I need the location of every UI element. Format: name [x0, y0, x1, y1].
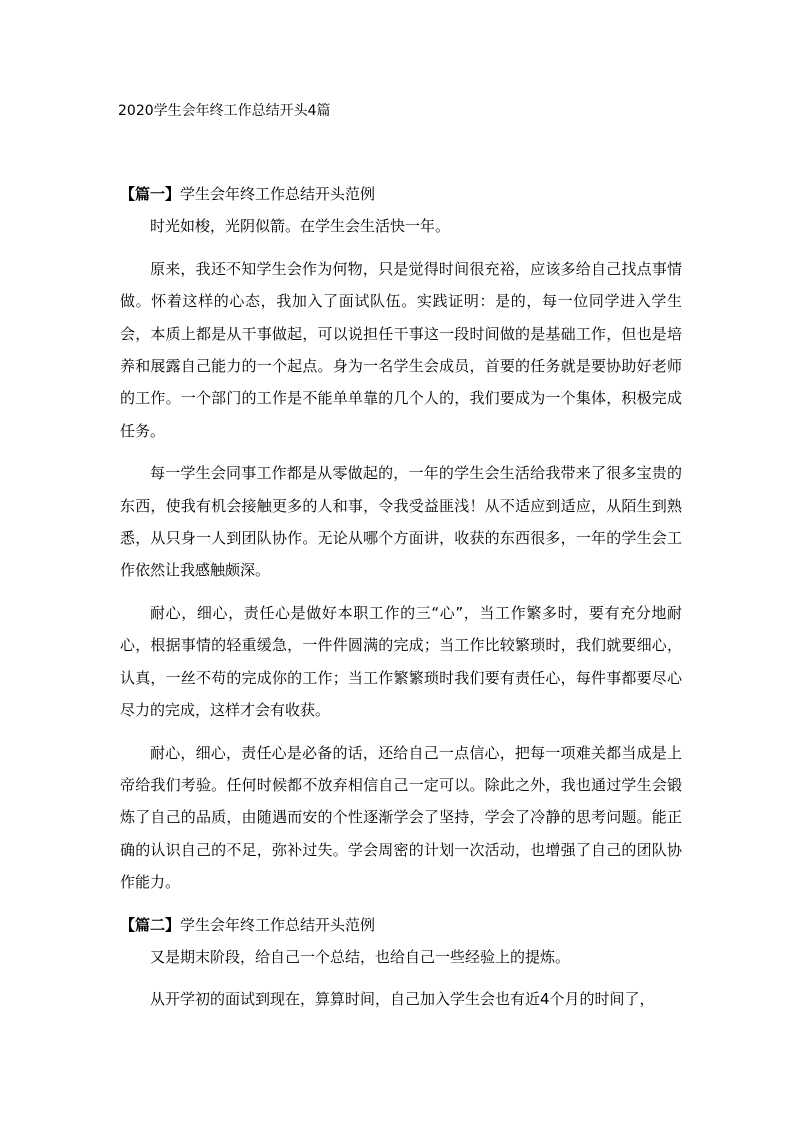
paragraph: 每一学生会同事工作都是从零做起的，一年的学生会生活给我带来了很多宝贵的东西，使我有机会接触更多的人和事，令我受益匪浅！从不适应到适应，从陌生到熟悉，从只身一人到团队协作。无论从哪个方面讲，收获的东西很多，一年的学生会工作依然让我感触颇深。 — [120, 464, 682, 580]
paragraph: 又是期末阶段，给自己一个总结，也给自己一些经验上的提炼。 — [150, 947, 571, 966]
paragraph: 原来，我还不知学生会作为何物，只是觉得时间很充裕，应该多给自己找点事情做。怀着这样的心态，我加入了面试队伍。实践证明：是的，每一位同学进入学生会，本质上都是从干事做起，可以说担任干事这一段时间做的是基础工作，但也是培养和展露自己能力的一个起点。身为一名学生会成员，首要的任务就是要协助好老师的工作。一个部门的工作是不能单单靠的几个人的，我们要成为一个集体，积极完成任务。 — [120, 259, 682, 440]
paragraph: 耐心，细心，责任心是做好本职工作的三“心”，当工作繁多时，要有充分地耐心，根据事情的轻重缓急，一件件圆满的完成；当工作比较繁琐时，我们就要细心，认真，一丝不苟的完成你的工作；当工作繁繁琐时我们要有责任心，每件事都要尽心尽力的完成，这样才会有收获。 — [120, 603, 682, 720]
document-body — [120, 178, 682, 1026]
section-tag-1: 【篇一】 — [120, 185, 181, 203]
section-heading-1 — [120, 178, 682, 210]
section-heading-2 — [120, 909, 682, 941]
paragraph: 从开学初的面试到现在，算算时间，自己加入学生会也有近4个月的时间了， — [150, 990, 655, 1009]
paragraph: 时光如梭，光阴似箭。在学生会生活快一年。 — [150, 217, 451, 236]
paragraph: 耐心，细心，责任心是必备的话，还给自己一点信心，把每一项难关都当成是上帝给我们考验。任何时候都不放弃相信自己一定可以。除此之外，我也通过学生会锻炼了自己的品质，由随遇而安的个性逐渐学会了坚持，学会了冷静的思考问题。能正确的认识自己的不足，弥补过失。学会周密的计划一次活动，也增强了自己的团队协作能力。 — [120, 743, 682, 892]
section-tag-2: 【篇二】 — [120, 915, 181, 934]
document-title: 2020学生会年终工作总结开头4篇 — [118, 103, 331, 119]
section-heading-text-2: 学生会年终工作总结开头范例 — [180, 915, 376, 934]
section-heading-text-1: 学生会年终工作总结开头范例 — [180, 185, 376, 203]
